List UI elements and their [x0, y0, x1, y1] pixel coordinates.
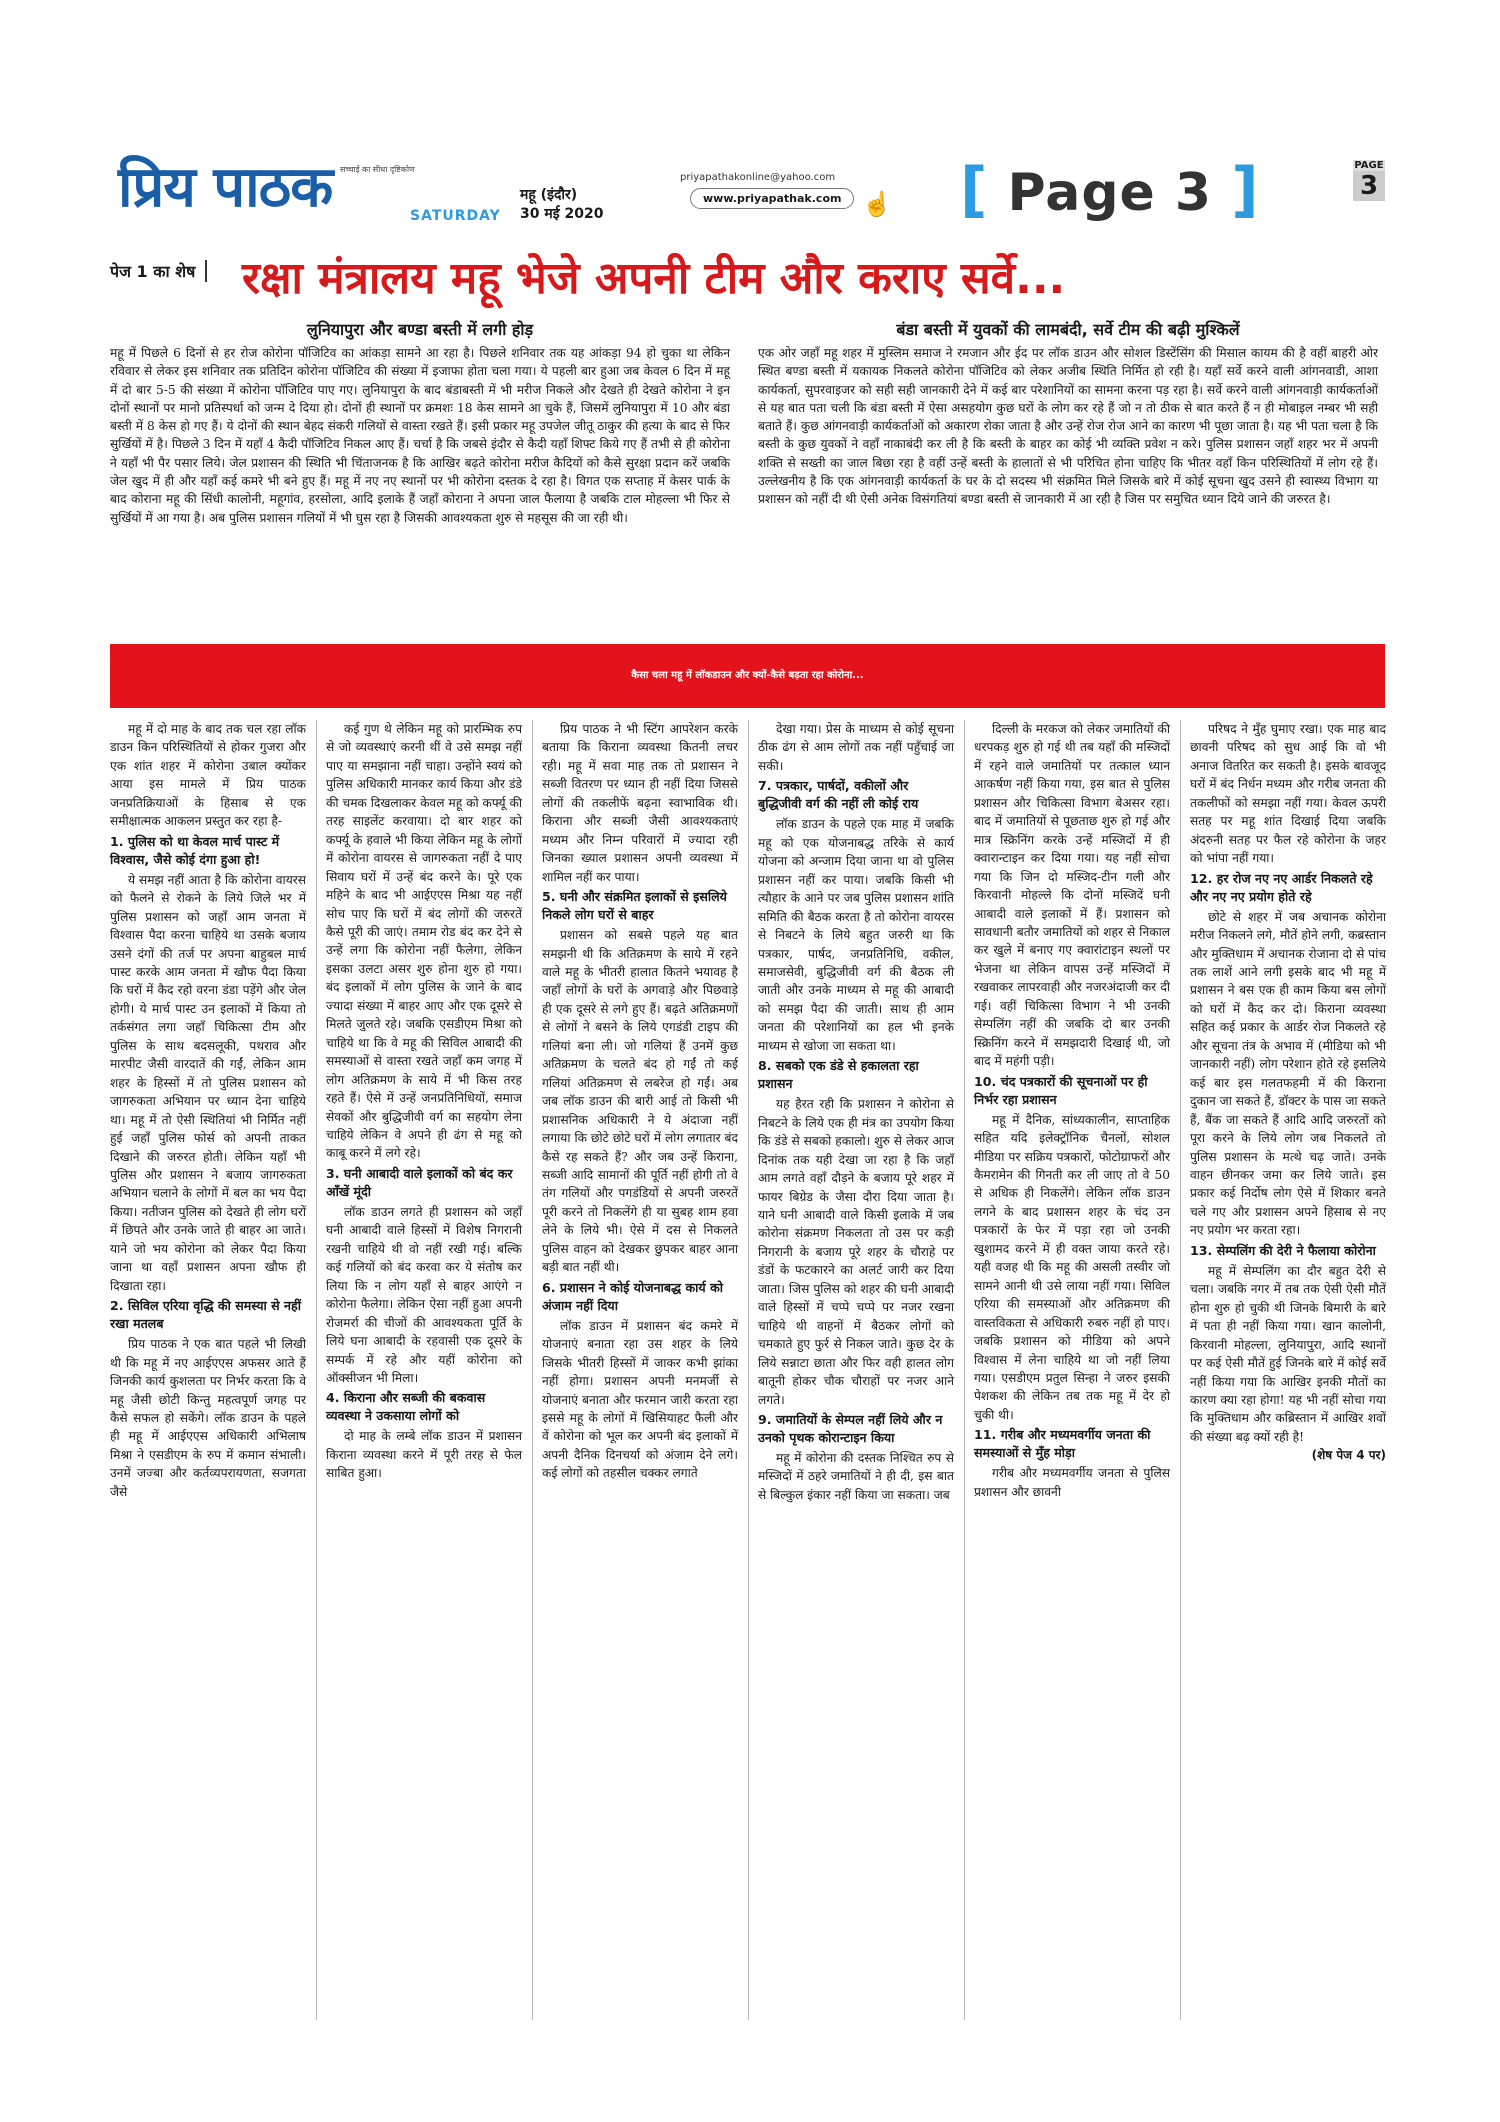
story-luniyapura [110, 318, 730, 527]
article-paragraph: महू में सेम्पलिंग का दौर बहुत देरी से चला। जबकि नगर में तब तक ऐसी ऐसी मौतें होना शुरु हो चुकी थी जिनके बिमारी के बारे में पता ही नहीं किया गया। खान कालोनी, किरवानी मोहल्ला, लुनियापुरा, आदि स्थानों पर कई ऐसी मौतें हुई जिनके बारे में कोई सर्वे नहीं किया गया कि आखिर इनकी मौतों का कारण क्या रहा होगा! यह भी नहीं सोचा गया कि मुक्तिधाम और कब्रिस्तान में आखिर शवों की संख्या बढ़ क्यों रही है! [1190, 1263, 1386, 1444]
section-subheading: 3. घनी आबादी वाले इलाकों को बंद कर आँखें मूंदी [326, 1165, 513, 1199]
column-divider [748, 720, 749, 2020]
section-subheading: 12. हर रोज नए नए आर्डर निकलते रहे और नए नए प्रयोग होते रहे [1190, 870, 1373, 904]
section-subheading: 4. किराना और सब्जी की बकवास व्यवस्था ने उकसाया लोगों को [326, 1390, 486, 1424]
contact-email[interactable]: priyapathakonline@yahoo.com [680, 172, 836, 183]
section-subheading: 8. सबको एक डंडे से हकालता रहा प्रशासन [758, 1058, 919, 1092]
newspaper-page [110, 150, 1385, 2020]
article-paragraph: महू में कोरोना की दस्तक निश्चित रुप से मस्जिदों में ठहरे जमातियों ने ही दी, इस बात से बिल्कुल इंकार नहीं किया जा सकता। जब [758, 1450, 954, 1502]
continued-note: (शेष पेज 4 पर) [1311, 1448, 1386, 1463]
article-columns [110, 720, 1385, 2020]
article-paragraph: ये समझ नहीं आता है कि कोरोना वायरस को फैलने से रोकने के लिये जिले भर में पुलिस प्रशासन को जहाँ आम जनता में विश्वास पैदा करना चाहिये था उसके बजाय उसने दंगों की तर्ज पर अपना बाहुबल मार्च पास्ट करके आम जनता में खौफ पैदा किया कि घरों में कैद रहो वरना डंडा पड़ेंगे और जेल होगी। ये मार्च पास्ट उन इलाकों में किया तो तर्कसंगत लगा जहाँ चिकित्सा टीम और पुलिस के साथ बदसलूकी, पथराव और मारपीट जैसी वारदातें की गईं, लेकिन आम शहर के हिस्सों में तो पुलिस प्रशासन को जागरुकता अभियान पर ध्यान देना चाहिये था। महू में तो ऐसी स्थितियां भी निर्मित नहीं हुई जहाँ पुलिस फोर्स को अपनी ताकत दिखाने की जरुरत होती। लेकिन यहाँ भी पुलिस और प्रशासन ने बजाय जागरुकता अभियान चलाने के लोगों में बल का भय पैदा किया। नतीजन पुलिस को देखते ही लोग घरों में छिपते और उनके जाते ही बाहर आ जाते। याने जो भय कोरोना को लेकर पैदा किया जाना था वहाँ प्रशासन अपना खौफ ही दिखाता रहा। [110, 872, 306, 1293]
article-paragraph: दो माह के लम्बे लॉक डाउन में प्रशासन किराना व्यवस्था करने में पूरी तरह से फेल साबित हुआ। [326, 1429, 522, 1481]
issue-date: 30 मई 2020 [520, 206, 604, 222]
article-column [542, 720, 738, 1483]
article-paragraph: गरीब और मध्यमवर्गीय जनता से पुलिस प्रशासन और छावनी [974, 1466, 1170, 1499]
article-paragraph: प्रिय पाठक ने भी स्टिंग आपरेशन करके बताया कि किराना व्यवस्था कितनी लचर रही। महू में सवा माह तक तो प्रशासन ने सब्जी वितरण पर ध्यान ही नहीं दिया जिससे लोगों की तकलीफें बढ़ना स्वाभाविक थी। किराना और सब्जी जैसी आवश्यकताएं मध्यम और निम्न परिवारों में ज्यादा रही जिनका ख्याल प्रशासन अपनी व्यवस्था में शामिल नहीं कर पाया। [542, 722, 738, 884]
column-divider [532, 720, 533, 2020]
story-banda-basti [758, 318, 1378, 509]
section-subheading: 1. पुलिस को था केवल मार्च पास्ट में विश्वास, जैसे कोई दंगा हुआ हो! [110, 833, 280, 867]
article-paragraph: देखा गया। प्रेस के माध्यम से कोई सूचना ठीक ढंग से आम लोगों तक नहीं पहुँचाई जा सकी। [758, 722, 954, 773]
column-divider [1180, 720, 1181, 2020]
feature-banner-headline: कैसा चला महू में लॉकडाउन और क्यों-कैसे बढ़ता रहा कोरोना... [110, 644, 1385, 708]
newspaper-logo: प्रिय पाठक [118, 155, 333, 220]
article-paragraph: यह हैरत रही कि प्रशासन ने कोरोना से निबटने के लिये एक ही मंत्र का उपयोग किया कि डंडे से सबको हकालो। शुरु से लेकर आज दिनांक तक यही देखा जा रहा है कि जहाँ आम लगते वहाँ दौड़ने के बजाय पूरे शहर में फायर बिग्रेड के जैसा दौरा दिया जाता है। याने घनी आबादी वाले किसी इलाके में जब कोरोना संक्रमण निकलता तो उस पर कड़ी निगरानी के बजाय पूरे शहर के चौराहे पर डंडों के फटकारने का अलर्ट जारी कर दिया जाता। जिस पुलिस को शहर की घनी आबादी वाले हिस्सों में चप्पे चप्पे पर नजर रखना चाहिये थी वाहनों में बैठकर लोगों को चमकाते हुए फुर्र से निकल जाते। कुछ देर के लिये सन्नाटा छाता और फिर वही हालत लोग बातूनी होकर चौक चौराहों पर नजर आने लगते। [758, 1097, 954, 1407]
article-paragraph: लॉक डाउन में प्रशासन बंद कमरे में योजनाएं बनाता रहा उस शहर के लिये जिसके भीतरी हिस्सों में जाकर कभी झांका नहीं होगा। प्रशासन अपनी मनमर्जी से योजनाएं बनाता और फरमान जारी करता रहा इससे महू के लोगों में खिसियाहट फैली और वें कोरोना को भूल कर अपनी बंद इलाकों में अपनी दैनिक दिनचर्या को अंजाम देने लगे। कई लोगों को तहसील चक्कर लगाते [542, 1318, 738, 1481]
article-column [110, 720, 306, 1501]
page-number-badge [1353, 160, 1385, 201]
story-heading: लुनियापुरा और बण्डा बस्ती में लगी होड़ [306, 320, 534, 339]
story-body: महू में पिछले 6 दिनों से हर रोज कोरोना पॉजिटिव का आंकड़ा सामने आ रहा है। पिछले शनिवार तक यह आंकड़ा 94 हो चुका था लेकिन रविवार से लेकर इस शनिवार तक प्रतिदिन कोरोना पॉजिटिव की संख्या में इजाफा होता चला गया। ये पहली बार हुआ जब केवल 6 दिन में महू में दो बार 5-5 की संख्या में कोरोना पॉजिटिव पाए गए। लुनियापुरा के बाद बंडाबस्ती में भी मरीज निकले और देखते ही देखते कोरोना ने इन दोनों स्थानों पर मानो प्रतिस्पर्धा को जन्म दे दिया हो। दोनों ही स्थानों पर क्रमशः 18 केस सामने आ चुके हैं, जिसमें लुनियापुरा में 10 और बंडा बस्ती में 8 केस हो गए हैं। ये दोनों की स्थान बेहद संकरी गलियों से वास्ता रखते हैं। इसी प्रकार महू उपजेल जीतू ठाकुर की हत्या के बाद से फिर सुर्खियों में है। पिछले 3 दिन में यहाँ 4 कैदी पॉजिटिव निकल आए हैं। चर्चा है कि जबसे इंदौर से कैदी यहाँ शिफ्ट किये गए हैं तभी से ही कोरोना ने यहाँ भी पैर पसार लिये। जेल प्रशासन की स्थिति भी चिंताजनक है कि आखिर बढ़ते कोरोना मरीज कैदियों को कैसे सुरक्षा प्रदान करें जबकि जेल खुद में ही और यहाँ कई कमरे भी बने हुए हैं। महू में नए नए स्थानों पर भी कोरोना दस्तक दे रहा है। विगत एक सप्ताह में केसर पार्क के बाद कोराना महू की सिंधी कालोनी, महूगांव, हरसोला, आदि इलाके हैं जहाँ कोराना ने अपना जाल फैलाया है जबकि टाल मोहल्ला भी फिर से सुर्खियों में आ गया है। अब पुलिस प्रशासन गलियों में भी घुस रहा है जिसकी आवश्यकता शुरु से महसूस की जा रही थी। [110, 346, 730, 525]
page-number-label: PAGE [1354, 160, 1384, 171]
lead-headline-row [110, 246, 1385, 302]
article-paragraph: लॉक डाउन के पहले एक माह में जबकि महू को एक योजनाबद्ध तरिके से कार्य योजना को अन्जाम दिया जाना था वो पुलिस प्रशासन नहीं कर पाया। जबकि किसी भी त्यौहार के आने पर जब पुलिस प्रशासन शांति समिति की बैठक करता है तो कोरोना वायरस से निबटने के लिये बहुत जरुरी था कि पत्रकार, पार्षद, जनप्रतिनिधि, वकील, समाजसेवी, बुद्धिजीवी वर्ग की बैठक ली जाती और उनके माध्यम से महू की आबादी को समझ पैदा की जाती। साथ ही आम जनता की परेशानियों का हल भी इनके माध्यम से खोजा जा सकता था। [758, 817, 954, 1053]
article-column [758, 720, 954, 1504]
article-paragraph: महू में दो माह के बाद तक चल रहा लॉक डाउन किन परिस्थितियों से होकर गुजरा और एक शांत शहर में कोरोना उबाल क्योंकर आया इस मामले में प्रिय पाठक जनप्रतिक्रियाओं के हिसाब से एक समीक्षात्मक आकलन प्रस्तुत कर रहा है- [110, 722, 306, 829]
website-link[interactable]: www.priyapathak.com [690, 188, 854, 209]
section-subheading: 2. सिविल एरिया वृद्धि की समस्या से नहीं रखा मतलब [110, 1298, 301, 1332]
masthead [110, 150, 1385, 238]
section-subheading: 13. सेम्पलिंग की देरी ने फैलाया कोरोना [1190, 1242, 1376, 1258]
article-paragraph: लॉक डाउन लगते ही प्रशासन को जहाँ घनी आबादी वाले हिस्सों में विशेष निगरानी रखनी चाहिये थी वो नहीं रखी गई। बल्कि कई गलियों को बंद करवा कर ये संतोष कर लिया कि न लोग यहाँ से बाहर आएंगे न कोरोना फैलेगा। लेकिन ऐसा नहीं हुआ अपनी रोजमर्रा की चीजों की आवश्यकता पूर्ति के लिये घना आबादी के रहवासी एक दूसरे के सम्पर्क में रहे और यहीं कोरोना को ऑक्सीजन भी मिला। [326, 1204, 522, 1385]
article-paragraph: प्रशासन को सबसे पहले यह बात समझनी थी कि अतिक्रमण के साये में रहने वाले महू के भीतरी हालात कितने भयावह है जहाँ लोगों के घरों के अगवाड़े और पिछवाड़े ही एक दूसरे से लगे हुए हैं। बढ़ते अतिक्रमणों से लोगों ने बसने के लिये एगडंडी टाइप की गलियां बना ली। जो गलियां हैं उनमें कुछ अतिक्रमण के चलते बंद हो गईं तो कई गलियां अतिक्रमण से लबरेज हो गईं। अब जब लॉक डाउन की बारी आई तो किसी भी प्रशासनिक अधिकारी ने ये अंदाजा नहीं लगाया कि छोटे छोटे घरों में लोग लगातार बंद कैसे रह सकते हैं? और जब उन्हें किराना, सब्जी आदि सामानों की पूर्ति नहीं होगी तो वे तंग गलियों और पगडंडियों से अपनी जरुरतें पूरी करने तो निकलेंगे ही या सुबह शाम हवा लेने के लिये भी। ऐसे में दस से निकलते पुलिस वाहन को देखकर छुपकर बाहर आना बड़ी बात नहीं थी। [542, 928, 738, 1275]
article-paragraph: परिषद ने मुँह घुमाए रखा। एक माह बाद छावनी परिषद को सुध आई कि वो भी अनाज वितरित कर सकती है। इसके बावजूद घरों में बंद निर्धन मध्यम और गरीब जनता की तकलीफों को समझा नहीं गया। केवल ऊपरी सतह पर महू शांत दिखाई दिया जबकि अंदरुनी सतह पर फैल रहे कोरोना के जहर को भांपा नहीं गया। [1190, 722, 1386, 866]
section-subheading: 10. चंद पत्रकारों की सूचनाओं पर ही निर्भर रहा प्रशासन [974, 1073, 1148, 1107]
top-stories [110, 318, 1385, 636]
article-column [1190, 720, 1386, 1465]
logo-tagline: सच्चाई का सीधा दृष्टिकोण [340, 165, 415, 174]
article-column [974, 720, 1170, 1501]
section-subheading: 7. पत्रकार, पार्षदों, वकीलों और बुद्धिजीवी वर्ग की नहीं ली कोई राय [758, 778, 919, 812]
article-paragraph: छोटे से शहर में जब अचानक कोरोना मरीज निकलने लगे, मौतें होने लगी, कब्रस्तान और मुक्तिधाम में अचानक रोजाना दो से पांच तक लाशें आने लगी इसके बाद भी महू में प्रशासन ने बस एक ही काम किया बस लोगों को घरों में कैद कर दो। किराना व्यवस्था सहित कई प्रकार के आर्डर रोज निकलते रहे और सूचना तंत्र के अभाव में (मीडिया को भी जानकारी नहीं) लोग परेशान होते रहे इसलिये कई बार इस गलतफहमी में की किराना दुकान जा सकते हैं, डॉक्टर के पास जा सकते हैं, बैंक जा सकते हैं आदि आदि जरुरतों को पूरा करने के लिये लोग जब निकलते तो पुलिस प्रशासन के मत्थे चढ़ जाते। उनके वाहन छीनकर जमा कर लिये जाते। इस प्रकार कई निर्दोष लोग ऐसे में शिकार बनते चले गए और प्रशासन अपने हिसाब से नए नए प्रयोग भर करता रहा। [1190, 909, 1386, 1238]
section-subheading: 9. जमातियों के सेम्पल नहीं लिये और न उनको पृथक कोरान्टाइन किया [758, 1411, 943, 1445]
article-paragraph: दिल्ली के मरकज को लेकर जमातियों की धरपकड़ शुरु हो गई थी तब यहाँ की मस्जिदों में रहने वाले जमातियों पर तत्काल ध्यान आकर्षण नहीं किया गया, इस बात से पुलिस प्रशासन और चिकित्सा विभाग बेअसर रहा। बाद में जमातियों से पूछताछ शुरु हो गई और मात्र स्क्रिनिंग करके उन्हें मस्जिदों में ही क्वारान्टाइन कर दिया गया। यह नहीं सोचा गया कि जिन दो मस्जिद-टीन गली और किरवानी मोहल्ले कि दोनों मस्जिदें घनी आबादी वाले इलाकों में हैं। प्रशासन को सावधानी बतौर जमातियों को शहर से निकाल कर खुले में बनाए गए क्वारांटाइन स्थलों पर भेजना था लेकिन वापस उन्हें मस्जिदों में रखवाकर लापरवाही और नजरअंदाजी कर दी गई। वहीं चिकित्सा विभाग ने भी उनकी सेम्पलिंग नहीं की जबकि दो बार उनकी स्क्रिनिंग करने में समझदारी दिखाई थी, जो बाद में महंगी पड़ी। [974, 722, 1170, 1069]
issue-dateline [520, 186, 603, 224]
section-subheading: 5. घनी और संक्रमित इलाकों से इसलिये निकले लोग घरों से बाहर [542, 889, 727, 923]
column-divider [316, 720, 317, 2020]
article-paragraph: महू में दैनिक, सांध्यकालीन, साप्ताहिक सहित यदि इलेक्ट्रॉनिक चैनलों, सोशल मीडिया पर सक्रिय पत्रकारों, फोटोग्राफरों और कैमरामेन की गिनती कर ली जाए तो वे 50 से अधिक ही निकलेंगे। लेकिन लॉक डाउन लगने के बाद प्रशासन शहर के चंद उन पत्रकारों के फेर में पड़ा रहा जो उनकी खुशामद करने में ही वक्त जाया करते रहे। यही वजह थी कि महू की असली तस्वीर जो सामने आनी थी उसे लाया नहीं गया। सिविल एरिया की समस्याओं और अतिक्रमण की वास्तविकता से अधिकारी रुबरु नहीं हो पाए। जबकि प्रशासन को मीडिया को अपने विश्वास में लेना चाहिये था जो नहीं लिया गया। एसडीएम प्रतुल सिन्हा ने जरुर इसकी पेशकश की लेकिन तब तक महू में देर हो चुकी थी। [974, 1112, 1170, 1422]
continued-from-label: पेज 1 का शेष [110, 260, 207, 282]
page-title-box [960, 155, 1260, 225]
lead-headline: रक्षा मंत्रालय महू भेजे अपनी टीम और कराए सर्वे... [242, 253, 1066, 304]
pointing-hand-icon: ☝ [862, 190, 892, 218]
column-divider [964, 720, 965, 2020]
story-heading: बंडा बस्ती में युवकों की लामबंदी, सर्वे टीम की बढ़ी मुश्किलें [896, 320, 1240, 339]
issue-day: SATURDAY [410, 208, 501, 224]
page-title: Page 3 [1007, 163, 1213, 223]
article-paragraph: कई गुण थे लेकिन महू को प्रारम्भिक रुप से जो व्यवस्थाएं करनी थीं वे उसे समझ नहीं पाए या समझाना नहीं चाहा। उन्होंने स्वयं को पुलिस अधिकारी मानकर कार्य किया और डंडे की चमक दिखलाकर केवल महू को कर्फ्यू की तरह साइलेंट करवाया। दो बार शहर को कर्फ्यू के हवाले भी किया लेकिन महू के लोगों में कोरोना वायरस से जागरुकता नहीं दे पाए सिवाय घरों में उन्हें बंद करने के। पूरे एक महिने के बाद भी आईएएस मिश्रा यह नहीं सोच पाए कि घरों में बंद लोगों की जरुरतें कैसे पूरी की जाएं। तमाम रोड बंद कर देने से उन्हें लगा कि कोरोना नहीं फैलेगा, लेकिन इसका उलटा असर शुरु होना शुरु हो गया। बंद इलाकों में लोग पुलिस के जाने के बाद ज्यादा संख्या में बाहर आए और एक दूसरे से मिलते जुलते रहे। जबकि एसडीएम मिश्रा को चाहिये था कि वे महू की सिविल आबादी की समस्याओं से वास्ता रखते जहाँ कम जगह में लोग अतिक्रमण के साये में भी किस तरह रहते हैं। ऐसे में उन्हें जनप्रतिनिधियों, समाज सेवकों और बुद्धिजीवी वर्ग का सहयोग लेना चाहिये लेकिन वे अपने ही ढंग से महू को काबू करने में लगे रहे। [326, 722, 522, 1161]
page-number: 3 [1353, 171, 1385, 201]
issue-place: महू (इंदौर) [520, 187, 578, 203]
left-bracket-icon: [ [960, 155, 989, 225]
story-body: एक ओर जहाँ महू शहर में मुस्लिम समाज ने रमजान और ईद पर लॉक डाउन और सोशल डिस्टेंसिंग की मिसाल कायम की है वहीं बाहरी ओर स्थित बण्डा बस्ती में यकायक निकलते कोरोना पॉजिटिव को लेकर अजीब स्थिति निर्मित हो रही है। यहाँ सर्वे करने वाली आंगनवाडी, आशा कार्यकर्ता, सुपरवाइजर को सही सही जानकारी देने में कई बार परेशानियों का सामना करना पड़ रहा है। सर्वे करने वाली आंगनवाड़ी कार्यकर्ताओं से यह बात पता चली कि बंडा बस्ती में ऐसा असहयोग कुछ घरों के लोग कर रहे हैं जो न तो ठीक से बात करते हैं न ही मोबाइल नम्बर भी सही बताते हैं। कुछ आंगनवाड़ी कार्यकर्ताओं को अकारण रोका जाता है और उन्हें रोज रोज आने का कारण भी पूछा जाता है। यह भी पता चला है कि बस्ती के कुछ युवकों ने वहाँ नाकाबंदी कर ली है कि बस्ती के बाहर का कोई भी व्यक्ति प्रवेश न करे। पुलिस प्रशासन जहाँ शहर भर में अपनी शक्ति से सख्ती का जाल बिछा रहा है वहीं उन्हें बस्ती के हालातों से भी परिचित होना चाहिए कि भीतर वहाँ किन परिस्थितियों में लोग रहे हैं। उल्लेखनीय है कि एक आंगनवाड़ी कार्यकर्ता के घर के दो सदस्य भी संक्रमित मिले जिसके बारे में कोई सूचना खुद उसने ही स्वास्थ्य विभाग या प्रशासन को नहीं दी थी ऐसी अनेक विसंगतियां बण्डा बस्ती से जानकारी में आ रही है जिस पर समुचित ध्यान दिये जाने की जरुरत है। [758, 346, 1378, 507]
section-subheading: 11. गरीब और मध्यमवर्गीय जनता की समस्याओं से मुँह मोड़ा [974, 1427, 1151, 1461]
right-bracket-icon: ] [1231, 155, 1260, 225]
article-paragraph: प्रिय पाठक ने एक बात पहले भी लिखी थी कि महू में नए आईएएस अफसर आते हैं जिनकी कार्य कुशलता पर निर्भर करता कि वे महू जैसी छोटी किन्तु महत्वपूर्ण जगह पर कैसे सफल हो सकेंगे। लॉक डाउन के पहले ही महू में आईएएस अधिकारी अभिलाष मिश्रा ने एसडीएम के रुप में कमान संभाली। उनमें जज्बा और कर्तव्यपरायणता, सजगता जैसे [110, 1337, 306, 1499]
article-column [326, 720, 522, 1483]
section-subheading: 6. प्रशासन ने कोई योजनाबद्ध कार्य को अंजाम नहीं दिया [542, 1279, 724, 1313]
